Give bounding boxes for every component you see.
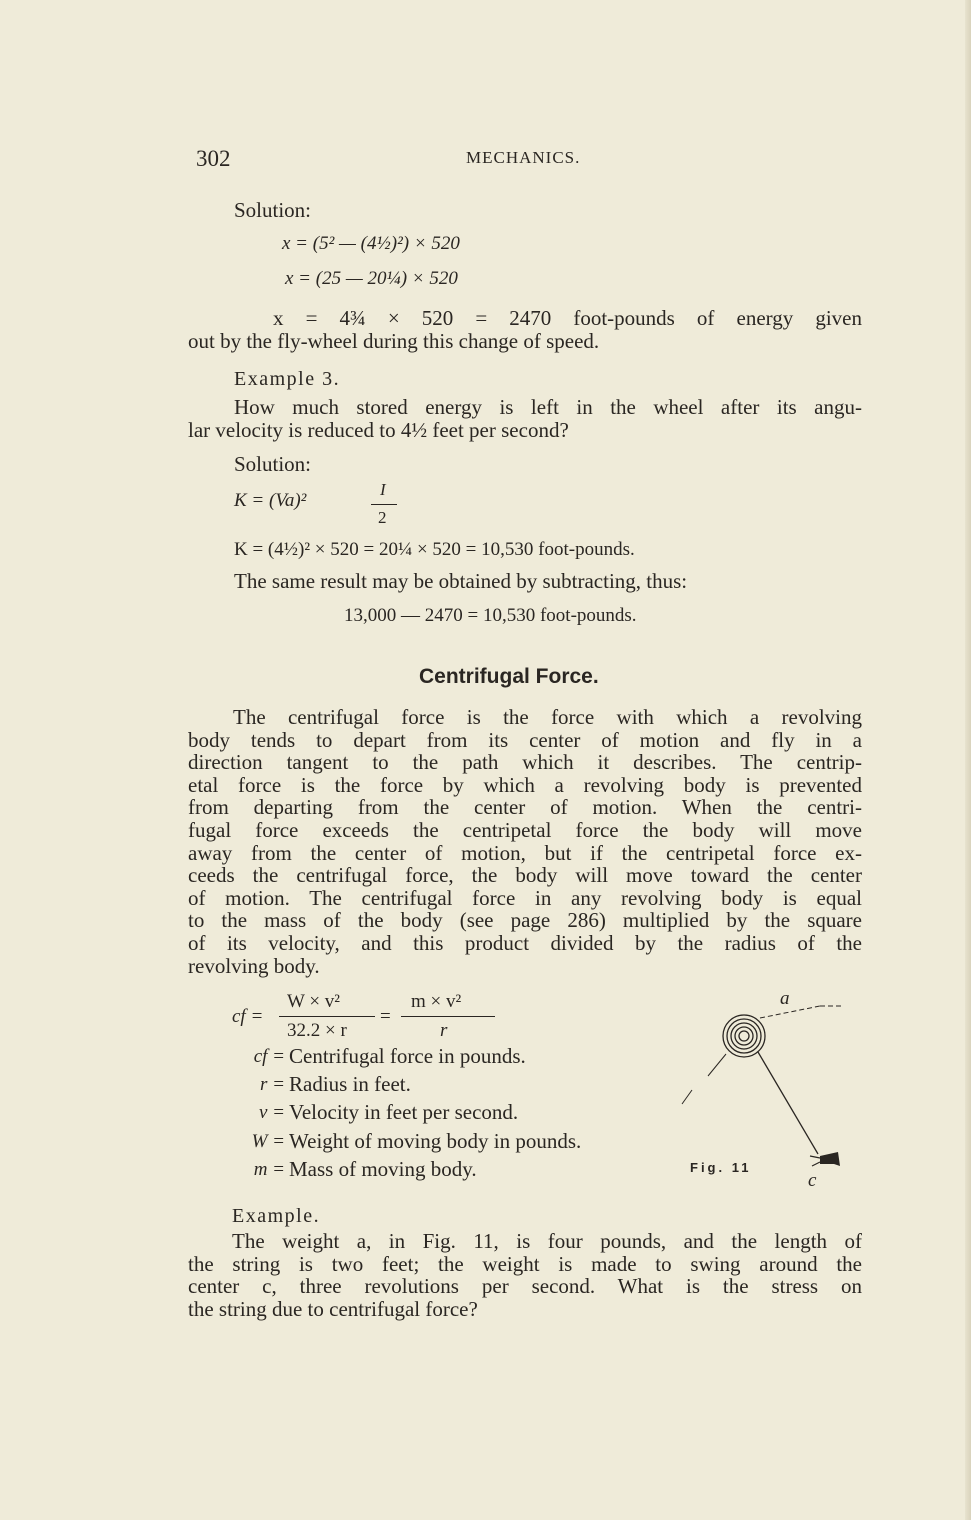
- energy-formula-lhs: K = (Va)²: [234, 490, 307, 511]
- center-c-pin-icon: [810, 1152, 840, 1166]
- page-number: 302: [196, 146, 231, 171]
- section-heading: Centrifugal Force.: [419, 665, 599, 688]
- paragraph-line: fugal force exceeds the centripetal force the body will move: [188, 817, 862, 842]
- definition-symbol: v =: [258, 1102, 285, 1124]
- paragraph-line: The weight a, in Fig. 11, is four pounds, and the length of: [232, 1229, 862, 1253]
- paragraph-line: the string is two feet; the weight is made to swing around the: [188, 1251, 862, 1276]
- paragraph-line: etal force is the force by which a revolving body is prevented: [188, 772, 862, 797]
- formula-lhs: cf =: [232, 1006, 264, 1027]
- formula-equals: =: [380, 1006, 391, 1027]
- running-title: MECHANICS.: [466, 148, 581, 167]
- paragraph-line: ceeds the centrifugal force, the body will move toward the center: [188, 863, 862, 888]
- tangent-dashed-line: [760, 1006, 820, 1018]
- solution-result: [188, 307, 862, 352]
- definition-symbol: r =: [260, 1074, 285, 1096]
- example-3-solution-label: Solution:: [234, 452, 312, 476]
- paragraph-line: revolving body.: [188, 953, 320, 978]
- example-label: Example.: [232, 1205, 321, 1227]
- paragraph-line: The centrifugal force is the force with which a revolving: [233, 705, 862, 729]
- path-arc-segment: [708, 1054, 726, 1076]
- string-line: [758, 1052, 818, 1154]
- formula-numerator-2: m × v²: [411, 991, 462, 1012]
- path-arc-segment: [682, 1090, 692, 1104]
- definition-text: Radius in feet.: [289, 1072, 411, 1097]
- fraction-bar: [279, 1016, 375, 1017]
- formula-denominator-2: r: [440, 1020, 448, 1041]
- figure-point-c: c: [808, 1170, 817, 1191]
- alternate-calculation: 13,000 — 2470 = 10,530 foot-pounds.: [344, 605, 637, 626]
- definition-text: Centrifugal force in pounds.: [289, 1044, 526, 1068]
- question-line: How much stored energy is left in the wheel after its angu-: [234, 395, 862, 419]
- centrifugal-paragraph: [188, 706, 862, 977]
- paragraph-line: of motion. The centrifugal force in any revolving body is equal: [188, 885, 862, 910]
- solution-result-line: x = 4¾ × 520 = 2470 foot-pounds of energy given: [273, 306, 862, 330]
- paragraph-line: center c, three revolutions per second. What is the stress on: [188, 1274, 862, 1299]
- energy-calculation: K = (4½)² × 520 = 20¼ × 520 = 10,530 foot-pounds.: [234, 539, 635, 560]
- definition-symbol: W =: [251, 1130, 285, 1152]
- paragraph-line: of its velocity, and this product divided by the radius of the: [188, 930, 862, 955]
- definition-text: Velocity in feet per second.: [289, 1100, 519, 1125]
- solution-equation-1: x = (5² — (4½)²) × 520: [282, 233, 460, 254]
- definition-text: Mass of moving body.: [289, 1156, 477, 1181]
- definition-symbol: m =: [253, 1158, 285, 1180]
- paragraph-line: away from the center of motion, but if the centripetal force ex-: [188, 840, 862, 865]
- fraction-bar: [401, 1016, 495, 1017]
- question-line: lar velocity is reduced to 4½ feet per second?: [188, 417, 569, 442]
- paragraph-line: direction tangent to the path which it describes. The centrip-: [188, 750, 862, 775]
- formula-denominator-1: 32.2 × r: [287, 1020, 347, 1041]
- definition-symbol: cf =: [253, 1046, 285, 1067]
- energy-formula-numerator: I: [380, 480, 386, 499]
- example-3-question: [188, 396, 862, 441]
- figure-caption: Fig. 11: [690, 1160, 752, 1175]
- solution-equation-2: x = (25 — 20¼) × 520: [285, 268, 458, 289]
- paragraph-line: from departing from the center of motion. When the centri-: [188, 795, 862, 820]
- paragraph-line: body tends to depart from its center of motion and fly in a: [188, 727, 862, 752]
- weight-a-spiral-icon: [723, 1015, 765, 1057]
- paragraph-line: the string due to centrifugal force?: [188, 1296, 478, 1321]
- alternate-method-intro: The same result may be obtained by subtracting, thus:: [234, 569, 688, 593]
- energy-formula-denominator: 2: [378, 508, 387, 527]
- example-question: [188, 1230, 862, 1320]
- solution-label: Solution:: [234, 198, 312, 222]
- definition-text: Weight of moving body in pounds.: [289, 1128, 582, 1153]
- solution-result-line: out by the fly-wheel during this change of speed.: [188, 328, 600, 353]
- page-edge: [965, 0, 971, 1520]
- example-3-label: Example 3.: [234, 368, 341, 390]
- figure-point-a: a: [780, 988, 790, 1009]
- paragraph-line: to the mass of the body (see page 286) multiplied by the square: [188, 908, 862, 933]
- formula-numerator-1: W × v²: [287, 991, 341, 1012]
- fraction-bar: [371, 504, 397, 505]
